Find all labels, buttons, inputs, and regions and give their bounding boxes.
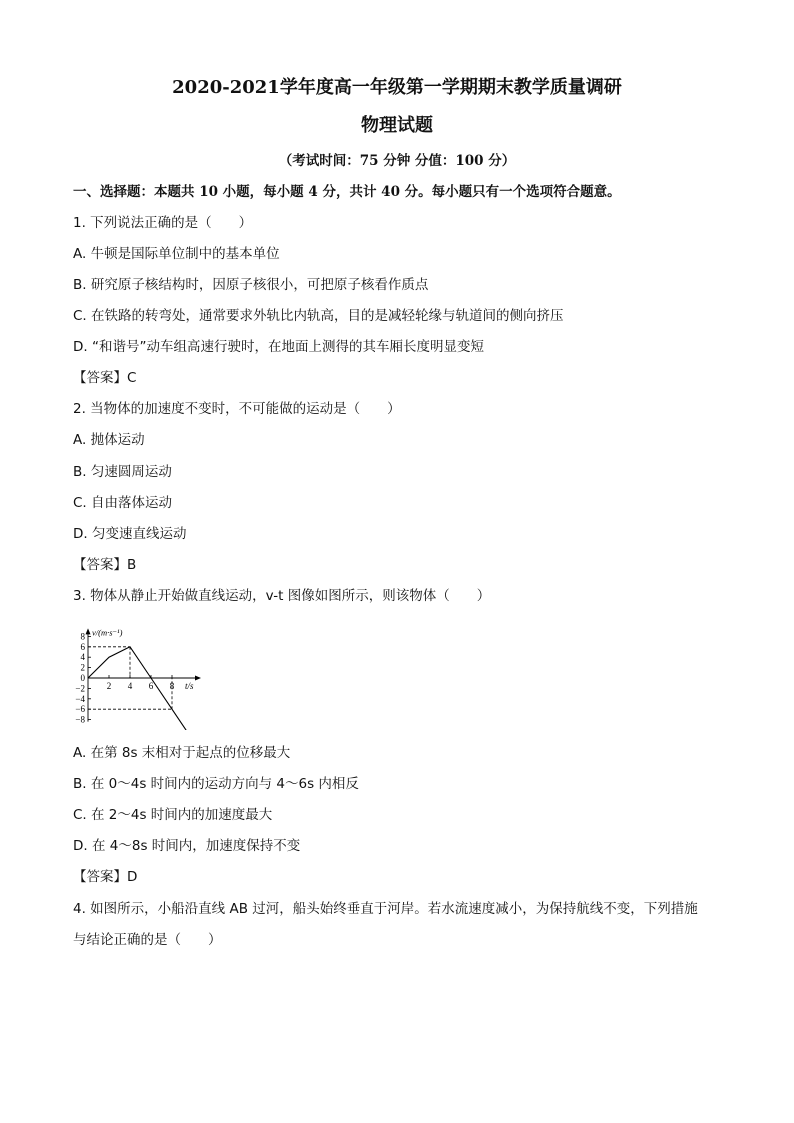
x-axis-arrow (195, 676, 201, 681)
question-2-option-b: B. 匀速圆周运动 (73, 464, 172, 480)
x-tick-label: 4 (127, 681, 133, 691)
question-1-option-d: D. “和谐号”动车组高速行驶时，在地面上测得的其车厢长度明显变短 (73, 339, 484, 355)
question-2-option-c: C. 自由落体运动 (73, 495, 173, 511)
x-tick-label: 6 (148, 681, 154, 691)
question-4-stem-line-1: 4. 如图所示，小船沿直线 AB 过河，船头始终垂直于河岸。若水流速度减小，为保持航线不变，下列措施 (73, 901, 698, 917)
question-1-option-c: C. 在铁路的转弯处，通常要求外轨比内轨高，目的是减轻轮缘与轨道间的侧向挤压 (73, 308, 564, 324)
question-3-answer: 【答案】D (73, 869, 138, 885)
exam-info: （考试时间：75 分钟 分值：100 分） (278, 153, 516, 169)
question-2-stem: 2. 当物体的加速度不变时，不可能做的运动是（ ） (73, 401, 401, 417)
question-1-answer: 【答案】C (73, 370, 137, 386)
question-3-option-d: D. 在 4～8s 时间内，加速度保持不变 (73, 838, 301, 854)
x-axis-label: t/s (185, 681, 194, 691)
y-tick-label: 6 (80, 641, 85, 652)
y-tick-label: −6 (75, 704, 85, 715)
question-2-option-a: A. 抛体运动 (73, 432, 145, 448)
y-tick-label: −4 (75, 693, 85, 704)
x-tick-label: 2 (106, 681, 112, 691)
y-tick-label: 0 (80, 673, 85, 683)
y-tick-label: 8 (80, 631, 85, 642)
y-tick-label: 4 (80, 652, 85, 663)
question-3-option-c: C. 在 2～4s 时间内的加速度最大 (73, 807, 273, 823)
question-2-answer: 【答案】B (73, 557, 137, 573)
question-1-option-b: B. 研究原子核结构时，因原子核很小，可把原子核看作质点 (73, 277, 429, 293)
question-1-stem: 1. 下列说法正确的是（ ） (73, 215, 253, 231)
question-2-option-d: D. 匀变速直线运动 (73, 526, 187, 542)
question-4-stem-line-2: 与结论正确的是（ ） (73, 932, 222, 948)
y-tick-label: −8 (75, 714, 85, 725)
page-title: 2020-2021学年度高一年级第一学期期末教学质量调研 (172, 77, 622, 98)
question-1-option-a: A. 牛顿是国际单位制中的基本单位 (73, 246, 280, 262)
x-tick-label: 8 (169, 681, 175, 691)
question-3-stem: 3. 物体从静止开始做直线运动，v-t 图像如图所示，则该物体（ ） (73, 588, 491, 604)
y-axis-arrow (86, 628, 91, 634)
y-axis-label: v/(m·s⁻¹) (92, 627, 123, 638)
section-heading: 一、选择题：本题共 10 小题，每小题 4 分，共计 40 分。每小题只有一个选项符合题意。 (73, 184, 621, 200)
y-tick-label: 2 (80, 662, 85, 673)
y-tick-label: −2 (75, 683, 85, 694)
vt-graph (70, 618, 210, 730)
subject-title: 物理试题 (361, 115, 433, 136)
question-3-option-a: A. 在第 8s 末相对于起点的位移最大 (73, 745, 291, 761)
question-3-option-b: B. 在 0～4s 时间内的运动方向与 4～6s 内相反 (73, 776, 359, 792)
